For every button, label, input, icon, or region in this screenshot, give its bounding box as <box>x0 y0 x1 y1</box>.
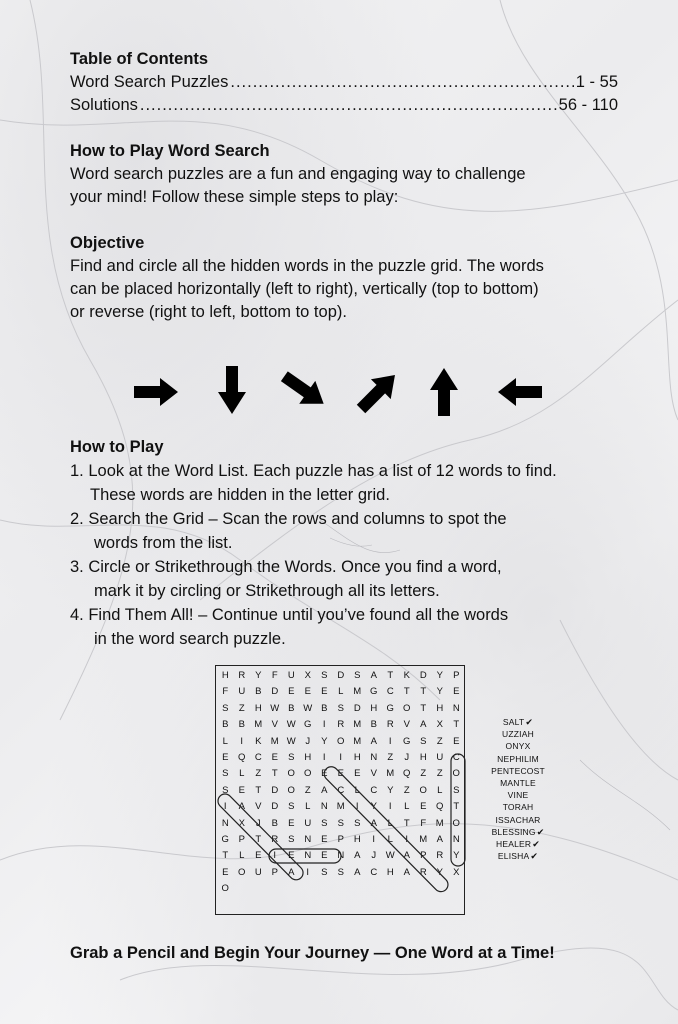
grid-letter: U <box>287 670 295 681</box>
grid-letter: X <box>238 817 245 829</box>
grid-letter: H <box>370 702 378 714</box>
toc-row-solutions <box>70 94 618 117</box>
objective-text: Find and circle all the hidden words in the puzzle grid. The words <box>70 257 544 275</box>
grid-letter: M <box>353 686 362 698</box>
grid-letter: C <box>370 866 378 878</box>
grid-letter: S <box>420 735 427 747</box>
grid-letter: T <box>255 784 262 796</box>
grid-letter: B <box>255 686 262 698</box>
grid-letter: S <box>321 817 328 829</box>
grid-letter: R <box>386 719 394 731</box>
grid-letter: G <box>221 833 229 845</box>
grid-letter: A <box>354 850 361 862</box>
grid-letter: I <box>322 751 326 763</box>
grid-letter: I <box>306 866 310 878</box>
grid-letter: L <box>222 735 228 747</box>
word-list-item <box>478 789 558 801</box>
grid-letter: E <box>271 751 278 763</box>
howto-title: How to Play Word Search <box>70 142 270 160</box>
grid-letter: O <box>403 702 411 714</box>
grid-letter: M <box>353 735 362 747</box>
grid-letter: O <box>287 768 295 780</box>
word-list-item <box>478 753 558 765</box>
toc-row-puzzles <box>70 71 618 94</box>
grid-letter: H <box>353 833 361 845</box>
grid-letter: N <box>337 850 345 862</box>
grid-letter: R <box>337 719 345 731</box>
grid-letter: D <box>271 801 279 813</box>
direction-arrows <box>128 362 558 422</box>
grid-letter: E <box>453 686 460 698</box>
grid-letter: Y <box>436 686 443 698</box>
grid-letter: S <box>288 751 295 763</box>
grid-letter: D <box>419 670 427 681</box>
grid-letter: M <box>254 719 263 731</box>
grid-letter: L <box>239 768 245 780</box>
left-arrow-icon <box>498 378 542 406</box>
grid-letter: N <box>320 801 328 813</box>
grid-letter: S <box>337 866 344 878</box>
how-to-play <box>70 436 660 651</box>
grid-letter: W <box>286 719 296 731</box>
grid-letter: W <box>286 735 296 747</box>
toc-pages: 1 - 55 <box>575 73 618 91</box>
up-arrow-icon <box>430 368 458 416</box>
grid-letter: H <box>254 702 262 714</box>
grid-letter: N <box>452 702 460 714</box>
grid-letter: N <box>370 751 378 763</box>
grid-letter: C <box>370 784 378 796</box>
grid-letter: A <box>403 866 410 878</box>
grid-letter: O <box>337 735 345 747</box>
grid-letter: I <box>273 850 277 862</box>
grid-letter: Q <box>436 801 444 813</box>
grid-letter: R <box>419 866 427 878</box>
grid-letter: U <box>304 817 312 829</box>
word-text: HEALER <box>496 839 532 850</box>
grid-letter: W <box>385 850 395 862</box>
toc-leader <box>230 71 573 94</box>
checkmark-icon: ✔ <box>536 826 545 837</box>
grid-letter: A <box>288 866 295 878</box>
grid-letter: C <box>386 686 394 698</box>
word-list-item <box>478 777 558 789</box>
grid-letter: Y <box>387 784 394 796</box>
grid-letter: M <box>270 735 279 747</box>
grid-letter: O <box>419 784 427 796</box>
grid-letter: J <box>305 735 311 747</box>
grid-letter: O <box>287 784 295 796</box>
grid-letter: M <box>353 719 362 731</box>
grid-letter: Q <box>403 768 411 780</box>
grid-letter: N <box>221 817 229 829</box>
checkmark-icon: ✔ <box>525 717 534 727</box>
word-text: PENTECOST <box>491 765 545 776</box>
word-list-item <box>478 728 558 740</box>
grid-letter: J <box>404 751 410 763</box>
grid-letter: Z <box>304 784 311 796</box>
word-list-item <box>478 740 558 752</box>
step-3-cont: mark it by circling or Strikethrough all its letters. <box>94 582 440 600</box>
grid-letter: Y <box>436 670 443 681</box>
step-4-cont: in the word search puzzle. <box>94 630 286 648</box>
word-list-item <box>478 801 558 813</box>
grid-letter: B <box>271 817 278 829</box>
word-text: VINE <box>507 790 529 801</box>
toc-pages: 56 - 110 <box>558 96 618 114</box>
grid-letter: R <box>436 850 444 862</box>
word-text: ISSACHAR <box>495 814 541 825</box>
grid-letter: R <box>271 833 279 845</box>
grid-letter: E <box>337 768 344 780</box>
word-list-item <box>478 826 558 838</box>
objective-title: Objective <box>70 234 145 252</box>
grid-letter: L <box>387 817 393 829</box>
grid-letter: F <box>222 686 229 698</box>
grid-letter: H <box>304 751 312 763</box>
grid-letter: L <box>338 686 344 698</box>
step-2-cont: words from the list. <box>94 534 233 552</box>
word-text: BLESSING <box>491 826 536 837</box>
grid-letter: Z <box>420 768 427 780</box>
grid-letter: T <box>271 768 278 780</box>
grid-letter: A <box>403 850 410 862</box>
grid-letter: I <box>322 719 326 731</box>
grid-letter: O <box>238 866 246 878</box>
grid-letter: E <box>222 866 229 878</box>
checkmark-icon: ✔ <box>530 851 539 862</box>
grid-letter: E <box>288 686 295 698</box>
grid-letter: S <box>321 670 328 681</box>
grid-letter: F <box>420 817 427 829</box>
grid-letter: K <box>403 670 410 681</box>
grid-letter: A <box>321 784 328 796</box>
grid-letter: O <box>304 768 312 780</box>
grid-letter: G <box>304 719 312 731</box>
grid-letter: I <box>405 833 409 845</box>
grid-letter: I <box>355 801 359 813</box>
grid-letter: N <box>304 850 312 862</box>
word-text: UZZIAH <box>502 729 534 740</box>
grid-letter: V <box>370 768 377 780</box>
grid-letter: S <box>354 670 361 681</box>
grid-letter: A <box>420 719 427 731</box>
word-list-item <box>478 765 558 777</box>
grid-letter: C <box>337 784 345 796</box>
grid-letter: E <box>238 784 245 796</box>
grid-letter: E <box>321 833 328 845</box>
grid-letter: L <box>354 784 360 796</box>
word-text: NEPHILIM <box>497 753 539 764</box>
word-list-item <box>478 850 558 862</box>
word-text: MANTLE <box>500 778 536 789</box>
grid-letter: T <box>403 686 410 698</box>
grid-letter: I <box>388 735 392 747</box>
grid-letter: V <box>255 801 262 813</box>
right-arrow-icon <box>134 378 178 406</box>
toc-leader <box>140 94 557 117</box>
grid-letter: Y <box>321 735 328 747</box>
grid-letter: I <box>223 801 227 813</box>
grid-letter: Z <box>238 702 245 714</box>
word-text: SALT <box>502 717 525 727</box>
howto-intro: your mind! Follow these simple steps to play: <box>70 188 399 206</box>
grid-letter: G <box>386 702 394 714</box>
step-4: 4. Find Them All! – Continue until you’ve found all the words <box>70 606 509 624</box>
grid-letter: X <box>436 719 443 731</box>
grid-letter: E <box>453 735 460 747</box>
objective-text: can be placed horizontally (left to right), vertically (top to bottom) <box>70 280 539 298</box>
howto-intro: Word search puzzles are a fun and engaging way to challenge <box>70 165 526 183</box>
grid-letter: I <box>339 751 343 763</box>
grid-letter: S <box>222 784 229 796</box>
grid-letter: H <box>353 751 361 763</box>
grid-letter: S <box>222 702 229 714</box>
grid-letter: S <box>288 833 295 845</box>
grid-letter: Q <box>238 751 246 763</box>
grid-letter: E <box>321 686 328 698</box>
grid-letter: T <box>420 702 427 714</box>
grid-letter: P <box>238 833 245 845</box>
grid-letter: L <box>239 850 245 862</box>
word-list-item <box>478 838 558 850</box>
grid-letter: W <box>303 702 313 714</box>
grid-letter: B <box>370 719 377 731</box>
step-1-cont: These words are hidden in the letter grid. <box>90 486 390 504</box>
grid-letter: M <box>435 817 444 829</box>
word-list-item <box>478 716 558 728</box>
grid-letter: E <box>354 768 361 780</box>
grid-letter: R <box>238 670 246 681</box>
objective-text: or reverse (right to left, bottom to top). <box>70 303 347 321</box>
grid-letter: P <box>420 850 427 862</box>
word-list-item <box>478 814 558 826</box>
grid-letter: U <box>238 686 246 698</box>
grid-letter: S <box>321 866 328 878</box>
grid-letter: G <box>370 686 378 698</box>
grid-letter: L <box>437 784 443 796</box>
diagonal-up-right-arrow-icon <box>351 365 405 419</box>
grid-letter: I <box>372 833 376 845</box>
page-content <box>70 48 630 324</box>
grid-letter: E <box>288 850 295 862</box>
grid-letter: Z <box>387 751 394 763</box>
toc-label: Word Search Puzzles <box>70 73 229 91</box>
grid-letter: P <box>337 833 344 845</box>
grid-letter: E <box>420 801 427 813</box>
grid-letter: W <box>270 702 280 714</box>
how-to-play-title: How to Play <box>70 438 164 456</box>
grid-letter: A <box>370 735 377 747</box>
footer-tagline: Grab a Pencil and Begin Your Journey — One Word at a Time! <box>70 944 555 962</box>
grid-letter: M <box>386 768 395 780</box>
grid-letter: N <box>452 833 460 845</box>
grid-letter: S <box>354 817 361 829</box>
grid-letter: D <box>337 670 345 681</box>
grid-letter: O <box>221 883 229 895</box>
grid-letter: T <box>403 817 410 829</box>
grid-letter: O <box>452 817 460 829</box>
grid-letter: A <box>238 801 245 813</box>
grid-letter: T <box>453 719 460 731</box>
grid-letter: H <box>221 670 229 681</box>
grid-letter: E <box>288 817 295 829</box>
word-text: ELISHA <box>497 851 530 862</box>
word-text: TORAH <box>502 802 534 813</box>
grid-letter: B <box>288 702 295 714</box>
grid-letter: Y <box>255 670 262 681</box>
grid-letter: B <box>238 719 245 731</box>
puzzle-grid <box>215 665 465 915</box>
grid-letter: S <box>337 702 344 714</box>
toc-label: Solutions <box>70 96 138 114</box>
grid-letter: T <box>222 850 229 862</box>
down-arrow-icon <box>218 366 246 414</box>
grid-letter: B <box>222 719 229 731</box>
grid-letter: T <box>255 833 262 845</box>
toc-title: Table of Contents <box>70 50 209 68</box>
grid-letter: C <box>254 751 262 763</box>
grid-letter: X <box>304 670 311 681</box>
grid-letter: L <box>404 801 410 813</box>
grid-letter: H <box>436 702 444 714</box>
grid-letter: E <box>222 751 229 763</box>
grid-letter: S <box>453 784 460 796</box>
grid-letter: H <box>419 751 427 763</box>
grid-letter: Y <box>436 866 443 878</box>
grid-letter: N <box>304 833 312 845</box>
letter-grid <box>216 666 464 914</box>
grid-letter: Y <box>453 850 460 862</box>
grid-letter: P <box>453 670 460 681</box>
grid-letter: A <box>370 670 377 681</box>
grid-letter: Z <box>255 768 262 780</box>
grid-letter: A <box>436 833 443 845</box>
word-text: ONYX <box>505 741 531 752</box>
grid-letter: M <box>419 833 428 845</box>
grid-letter: T <box>387 670 394 681</box>
grid-letter: S <box>288 801 295 813</box>
grid-letter: E <box>255 850 262 862</box>
grid-letter: E <box>321 768 328 780</box>
grid-letter: D <box>271 784 279 796</box>
diagonal-down-right-arrow-icon <box>276 365 331 415</box>
grid-letter: P <box>271 866 278 878</box>
grid-letter: E <box>304 686 311 698</box>
grid-letter: I <box>240 735 244 747</box>
grid-letter: V <box>271 719 278 731</box>
grid-letter: L <box>387 833 393 845</box>
grid-letter: Z <box>436 735 443 747</box>
grid-letter: B <box>321 702 328 714</box>
grid-letter: M <box>336 801 345 813</box>
grid-letter: H <box>386 866 394 878</box>
grid-letter: C <box>452 751 460 763</box>
grid-letter: V <box>403 719 410 731</box>
grid-letter: Y <box>370 801 377 813</box>
step-3: 3. Circle or Strikethrough the Words. Once you find a word, <box>70 558 502 576</box>
grid-letter: J <box>255 817 261 829</box>
grid-letter: L <box>305 801 311 813</box>
step-2: 2. Search the Grid – Scan the rows and columns to spot the <box>70 510 507 528</box>
grid-letter: D <box>353 702 361 714</box>
grid-letter: D <box>271 686 279 698</box>
grid-letter: Z <box>403 784 410 796</box>
grid-letter: S <box>337 817 344 829</box>
grid-letter: U <box>436 751 444 763</box>
grid-letter: A <box>370 817 377 829</box>
grid-letter: T <box>453 801 460 813</box>
grid-letter: E <box>321 850 328 862</box>
grid-letter: Z <box>436 768 443 780</box>
grid-letter: F <box>271 670 278 681</box>
grid-letter: I <box>388 801 392 813</box>
grid-letter: G <box>403 735 411 747</box>
grid-letter: T <box>420 686 427 698</box>
grid-letter: A <box>354 866 361 878</box>
grid-letter: J <box>371 850 377 862</box>
step-1: 1. Look at the Word List. Each puzzle has a list of 12 words to find. <box>70 462 557 480</box>
grid-letter: O <box>452 768 460 780</box>
grid-letter: U <box>254 866 262 878</box>
grid-letter: K <box>255 735 262 747</box>
grid-letter: X <box>453 866 460 878</box>
word-list <box>478 716 558 862</box>
grid-letter: S <box>222 768 229 780</box>
checkmark-icon: ✔ <box>532 839 540 850</box>
